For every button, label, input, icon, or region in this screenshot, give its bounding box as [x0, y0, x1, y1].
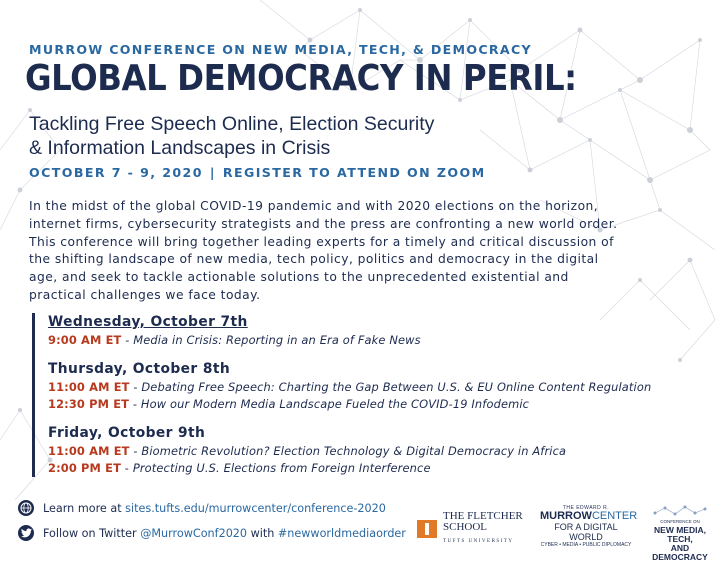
conference-network-icon: [650, 505, 710, 517]
session-row: 11:00 AM ET - Biometric Revolution? Election Technology & Digital Democracy in Africa: [48, 444, 567, 458]
session-time: 9:00 AM ET: [48, 333, 122, 347]
fletcher-line-3: TUFTS UNIVERSITY: [443, 539, 514, 544]
separator: |: [209, 165, 216, 180]
learn-more-label: Learn more at: [43, 501, 122, 515]
learn-more-row: [18, 500, 386, 516]
session-row: 2:00 PM ET - Protecting U.S. Elections from Foreign Interference: [48, 461, 431, 475]
fletcher-mark-icon: [417, 520, 437, 538]
fletcher-school-logo: [417, 511, 523, 547]
session-title: How our Modern Media Landscape Fueled the COVID-19 Infodemic: [140, 397, 530, 411]
session-time: 11:00 AM ET: [48, 380, 130, 394]
event-dates: OCTOBER 7 - 9, 2020: [29, 165, 203, 180]
twitter-bird-icon: [18, 525, 34, 541]
murrow-tagline: CYBER • MEDIA • PUBLIC DIPLOMACY: [540, 542, 632, 548]
subtitle-line-1: Tackling Free Speech Online, Election Security: [29, 113, 435, 135]
session-title: Biometric Revolution? Election Technology & Digital Democracy in Africa: [141, 444, 567, 458]
conference-kicker: MURROW CONFERENCE ON NEW MEDIA, TECH, & DEMOCRACY: [29, 42, 532, 57]
murrow-line-2: FOR A DIGITAL WORLD: [554, 522, 618, 542]
twitter-handle-link[interactable]: @MurrowConf2020: [140, 526, 248, 540]
twitter-row: [18, 525, 406, 541]
twitter-label: Follow on Twitter: [43, 526, 137, 540]
subtitle-line-2: & Information Landscapes in Crisis: [29, 137, 331, 159]
page-title: GLOBAL DEMOCRACY IN PERIL:: [25, 58, 577, 99]
session-title: Debating Free Speech: Charting the Gap Between U.S. & EU Online Content Regulation: [141, 380, 652, 394]
page-subtitle: [29, 112, 509, 160]
learn-more-link[interactable]: sites.tufts.edu/murrowcenter/conference-2020: [125, 501, 386, 515]
murrow-center-logo: [540, 505, 638, 548]
session-row: 12:30 PM ET - How our Modern Media Landscape Fueled the COVID-19 Infodemic: [48, 397, 530, 411]
dates-bar: [29, 165, 486, 180]
day-heading: Thursday, October 8th: [48, 361, 231, 377]
globe-icon: [18, 500, 34, 516]
schedule-day: [48, 424, 720, 477]
session-title: Media in Crisis: Reporting in an Era of Fake News: [133, 333, 421, 347]
murrow-small-text: THE EDWARD R.: [562, 505, 610, 511]
fletcher-line-1: THE FLETCHER: [443, 510, 523, 522]
hashtag-link[interactable]: #newworldmediaorder: [277, 526, 406, 540]
session-title: Protecting U.S. Elections from Foreign Interference: [132, 461, 431, 475]
session-time: 11:00 AM ET: [48, 444, 130, 458]
murrow-text-b: CENTER: [591, 510, 638, 522]
session-row: 11:00 AM ET - Debating Free Speech: Charting the Gap Between U.S. & EU Online Content Regulation: [48, 380, 652, 394]
schedule: [32, 313, 720, 477]
schedule-day: [48, 313, 720, 349]
conference-line-1: NEW MEDIA, TECH,: [654, 525, 706, 544]
schedule-day: [48, 360, 720, 413]
session-row: 9:00 AM ET - Media in Crisis: Reporting in an Era of Fake News: [48, 333, 421, 347]
conference-logo: [650, 505, 710, 562]
day-heading: Friday, October 9th: [48, 425, 206, 441]
murrow-text-a: MURROW: [540, 510, 592, 522]
register-link[interactable]: REGISTER TO ATTEND ON ZOOM: [222, 165, 486, 180]
intro-paragraph: In the midst of the global COVID-19 pandemic and with 2020 elections on the horizon, internet firms, cybersecurity strategists and the press are confronting a new world order. This conference will bring together leading experts for a timely and critical discussion of the shifting landscape of new media, tech policy, politics and democracy in the digital age, and seek to tackle actionable solutions to the unprecedented existential and practical challenges we face today.: [29, 199, 618, 302]
session-time: 12:30 PM ET: [48, 397, 130, 411]
fletcher-line-2: SCHOOL: [443, 521, 488, 533]
twitter-with: with: [250, 526, 275, 540]
day-heading: Wednesday, October 7th: [48, 314, 248, 330]
conference-line-2: AND DEMOCRACY: [652, 543, 708, 562]
session-time: 2:00 PM ET: [48, 461, 121, 475]
conference-small-text: CONFERENCE ON: [660, 519, 700, 524]
